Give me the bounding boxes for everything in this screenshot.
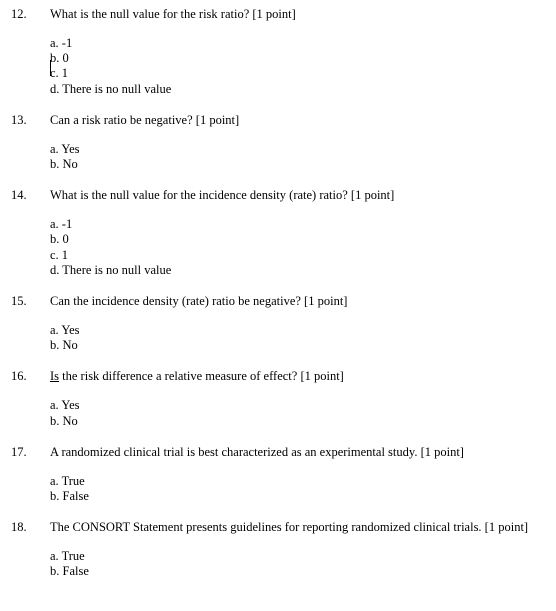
question-text bbox=[50, 369, 544, 384]
question-number: 18. bbox=[11, 520, 27, 535]
option-b[interactable]: b. False bbox=[50, 564, 89, 579]
option-c[interactable]: c. 1 bbox=[50, 66, 69, 81]
question-16 bbox=[0, 369, 556, 428]
question-body bbox=[50, 7, 544, 97]
option-b[interactable]: b. No bbox=[50, 338, 78, 353]
question-text: The CONSORT Statement presents guidelines for reporting randomized clinical trials. [1 point] bbox=[50, 520, 529, 535]
question-text: What is the null value for the risk ratio? [1 point] bbox=[50, 7, 296, 21]
question-text: What is the null value for the incidence density (rate) ratio? [1 point] bbox=[50, 188, 395, 203]
options-list bbox=[50, 474, 544, 504]
question-body bbox=[50, 188, 544, 278]
options-list bbox=[50, 36, 544, 97]
question-18 bbox=[0, 520, 556, 579]
question-body bbox=[50, 369, 544, 428]
option-a[interactable]: a. -1 bbox=[50, 217, 73, 232]
question-body bbox=[50, 113, 544, 172]
question-text: Can the incidence density (rate) ratio be negative? [1 point] bbox=[50, 294, 348, 309]
options-list bbox=[50, 217, 544, 278]
question-body bbox=[50, 520, 544, 579]
question-number: 13. bbox=[11, 112, 27, 127]
question-text: A randomized clinical trial is best characterized as an experimental study. [1 point] bbox=[50, 444, 464, 459]
question-15 bbox=[0, 294, 556, 353]
options-list bbox=[50, 142, 544, 172]
option-b[interactable] bbox=[50, 51, 544, 66]
option-d[interactable]: d. There is no null value bbox=[50, 81, 172, 96]
question-13 bbox=[0, 113, 556, 172]
options-list bbox=[50, 398, 544, 428]
option-a[interactable]: a. True bbox=[50, 549, 85, 564]
option-a[interactable]: a. Yes bbox=[50, 398, 80, 413]
question-number: 16. bbox=[11, 369, 27, 384]
option-b[interactable]: b. False bbox=[50, 489, 89, 504]
options-list bbox=[50, 549, 544, 579]
option-b[interactable]: b. No bbox=[50, 157, 78, 172]
question-text-rest: the risk difference a relative measure of effect? [1 point] bbox=[59, 369, 344, 384]
question-12 bbox=[0, 7, 556, 97]
option-a[interactable]: a. -1 bbox=[50, 36, 73, 50]
option-a[interactable]: a. Yes bbox=[50, 141, 80, 156]
options-list bbox=[50, 323, 544, 353]
question-text-first-word: Is bbox=[50, 369, 60, 384]
option-c[interactable]: c. 1 bbox=[50, 247, 69, 262]
question-body bbox=[50, 445, 544, 504]
option-b[interactable]: b. 0 bbox=[50, 232, 69, 247]
question-text: Can a risk ratio be negative? [1 point] bbox=[50, 112, 240, 127]
question-number: 15. bbox=[11, 294, 27, 309]
option-b-label: b. 0 bbox=[50, 51, 69, 66]
question-17 bbox=[0, 445, 556, 504]
question-14 bbox=[0, 188, 556, 278]
option-a[interactable]: a. Yes bbox=[50, 323, 80, 338]
question-number: 12. bbox=[11, 7, 27, 21]
question-number: 14. bbox=[11, 188, 27, 203]
option-a[interactable]: a. True bbox=[50, 473, 85, 488]
question-number: 17. bbox=[11, 444, 27, 459]
option-b[interactable]: b. No bbox=[50, 413, 78, 428]
question-body bbox=[50, 294, 544, 353]
option-d[interactable]: d. There is no null value bbox=[50, 262, 172, 277]
